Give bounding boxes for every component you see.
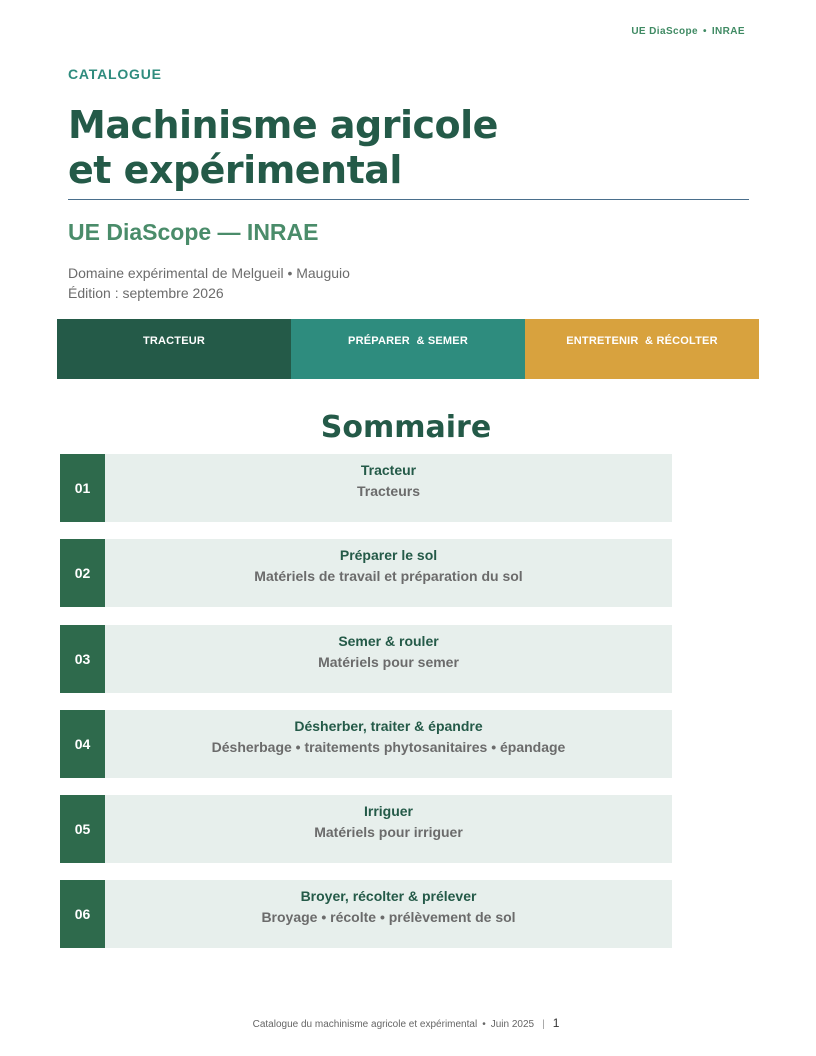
toc-body bbox=[105, 454, 672, 522]
location-text: Domaine expérimental de Melgueil • Mauguio bbox=[68, 265, 350, 281]
page-footer bbox=[0, 1016, 812, 1030]
footer-separator: • bbox=[482, 1019, 486, 1030]
footer-text: Catalogue du machinisme agricole et expérimental bbox=[252, 1019, 478, 1030]
toc-item-broyer-recolter[interactable] bbox=[60, 880, 672, 948]
toc-body bbox=[105, 795, 672, 863]
title-line-1: Machinisme agricole bbox=[68, 103, 498, 147]
footer-pipe: | bbox=[542, 1019, 545, 1030]
toc-description: Désherbage • traitements phytosanitaires • épandage bbox=[211, 739, 566, 755]
footer-date: Juin 2025 bbox=[490, 1019, 535, 1030]
page-number: 1 bbox=[552, 1016, 560, 1030]
toc-heading: Tracteur bbox=[360, 462, 417, 478]
toc-body bbox=[105, 710, 672, 778]
band-entretenir-recolter: ENTRETENIR & RÉCOLTER bbox=[525, 319, 759, 379]
toc-item-preparer-sol[interactable] bbox=[60, 539, 672, 607]
edition-text: Édition : septembre 2026 bbox=[68, 285, 224, 301]
toc-heading: Semer & rouler bbox=[338, 633, 439, 649]
toc-number: 06 bbox=[60, 880, 105, 948]
toc-description: Matériels de travail et préparation du sol bbox=[254, 568, 523, 584]
document-subtitle: UE DiaScope — INRAE bbox=[68, 219, 319, 245]
toc-body bbox=[105, 539, 672, 607]
band-tracteur: TRACTEUR bbox=[57, 319, 291, 379]
toc-description: Matériels pour semer bbox=[318, 654, 459, 670]
category-bands bbox=[57, 319, 759, 379]
toc-number: 04 bbox=[60, 710, 105, 778]
toc-number: 03 bbox=[60, 625, 105, 693]
header-organization bbox=[631, 26, 745, 37]
toc-heading: Préparer le sol bbox=[339, 547, 438, 563]
header-separator: • bbox=[702, 26, 707, 37]
title-divider bbox=[68, 199, 749, 200]
toc-heading: Irriguer bbox=[363, 803, 413, 819]
toc-item-desherber[interactable] bbox=[60, 710, 672, 778]
toc-number: 05 bbox=[60, 795, 105, 863]
toc-description: Matériels pour irriguer bbox=[314, 824, 463, 840]
toc-heading: Broyer, récolter & prélever bbox=[300, 888, 477, 904]
band-preparer-semer: PRÉPARER & SEMER bbox=[291, 319, 525, 379]
toc-number: 01 bbox=[60, 454, 105, 522]
toc-heading: Désherber, traiter & épandre bbox=[294, 718, 483, 734]
header-org-name: UE DiaScope bbox=[631, 26, 698, 37]
toc-body bbox=[105, 880, 672, 948]
toc-item-irriguer[interactable] bbox=[60, 795, 672, 863]
header-institute: INRAE bbox=[711, 26, 745, 37]
document-title bbox=[68, 103, 628, 193]
document-kicker: CATALOGUE bbox=[68, 66, 162, 82]
toc-description: Broyage • récolte • prélèvement de sol bbox=[261, 909, 516, 925]
toc-title: Sommaire bbox=[320, 410, 492, 445]
toc-body bbox=[105, 625, 672, 693]
toc-item-semer-rouler[interactable] bbox=[60, 625, 672, 693]
toc-number: 02 bbox=[60, 539, 105, 607]
toc-item-tracteur[interactable] bbox=[60, 454, 672, 522]
title-line-2: et expérimental bbox=[68, 148, 402, 192]
toc-description: Tracteurs bbox=[356, 483, 421, 499]
